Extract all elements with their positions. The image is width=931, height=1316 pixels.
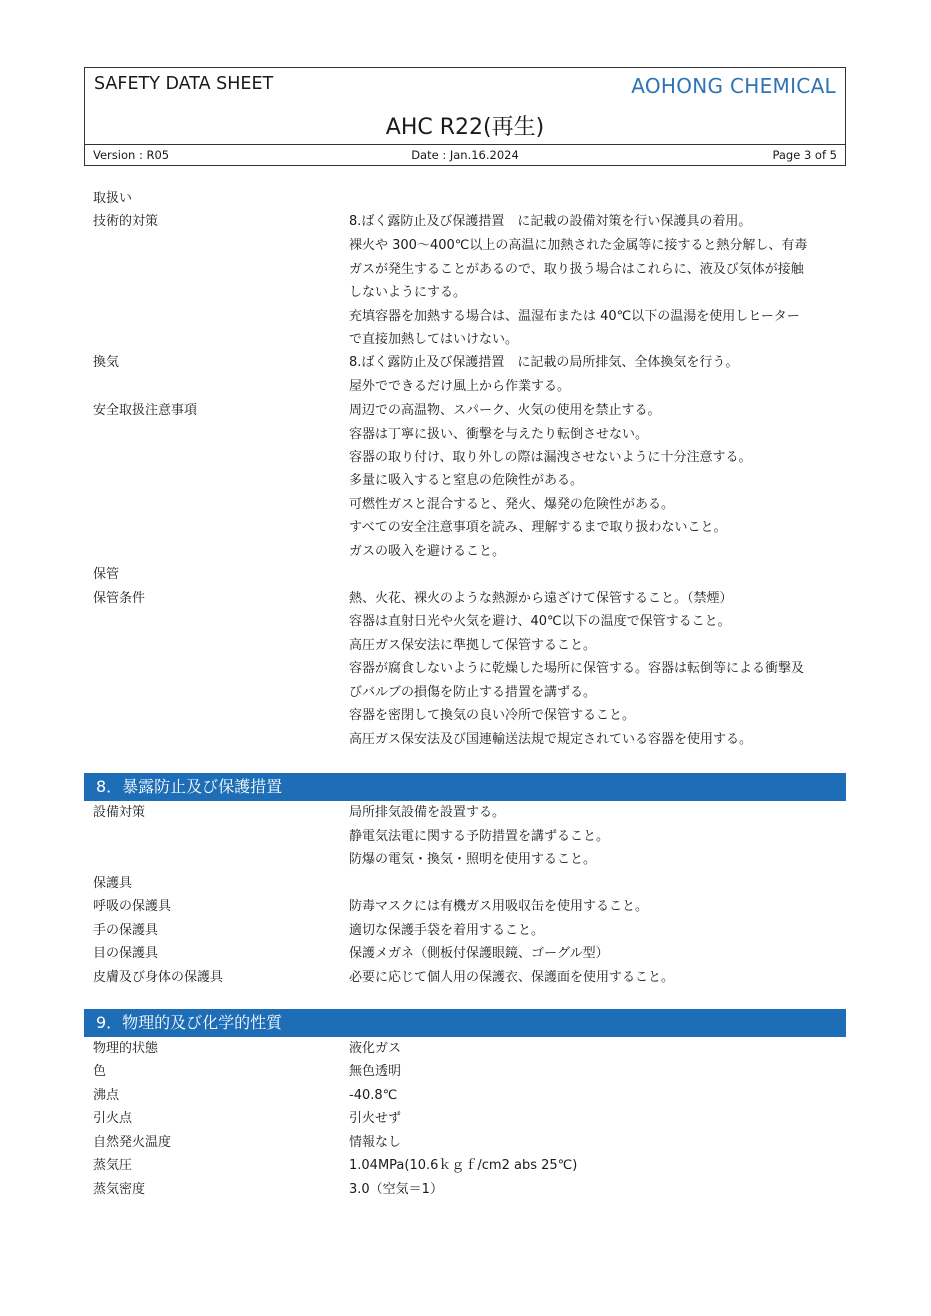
safety-precaution-line: 多量に吸入すると窒息の危険性がある。 xyxy=(349,473,584,488)
ppe-label: 皮膚及び身体の保護具 xyxy=(93,970,224,985)
version-label: Version : R05 xyxy=(93,148,170,162)
ppe-value: 保護メガネ（側板付保護眼鏡、ゴーグル型） xyxy=(349,946,609,961)
company-name: AOHONG CHEMICAL xyxy=(631,74,836,98)
property-value: 1.04MPa(10.6ｋｇｆ/cm2 abs 25℃) xyxy=(349,1158,578,1173)
storage-condition-line: 容器が腐食しないように乾燥した場所に保管する。容器は転倒等による衝撃及 xyxy=(349,661,805,676)
equipment-measures-label: 設備対策 xyxy=(93,805,146,820)
header-footer-row xyxy=(85,144,845,165)
ppe-label: 手の保護具 xyxy=(93,923,159,938)
ppe-value: 適切な保護手袋を着用すること。 xyxy=(349,923,545,938)
property-value: 引火せず xyxy=(349,1111,402,1126)
ventilation-line: 屋外でできるだけ風上から作業する。 xyxy=(349,379,571,394)
safety-precaution-line: 容器の取り付け、取り外しの際は漏洩させないように十分注意する。 xyxy=(349,450,752,465)
storage-condition-line: 容器を密閉して換気の良い冷所で保管すること。 xyxy=(349,708,636,723)
property-label: 蒸気密度 xyxy=(93,1182,146,1197)
property-label: 蒸気圧 xyxy=(93,1158,133,1173)
section-9-header: 9．物理的及び化学的性質 xyxy=(84,1009,846,1037)
ppe-value: 必要に応じて個人用の保護衣、保護面を使用すること。 xyxy=(349,970,675,985)
technical-measures-line: しないようにする。 xyxy=(349,285,467,300)
ppe-label: 目の保護具 xyxy=(93,946,159,961)
property-label: 色 xyxy=(93,1064,107,1079)
safety-precaution-line: ガスの吸入を避けること。 xyxy=(349,544,506,559)
technical-measures-line: 8.ばく露防止及び保護措置 に記載の設備対策を行い保護具の着用。 xyxy=(349,214,752,229)
safety-precaution-line: 容器は丁寧に扱い、衝撃を与えたり転倒させない。 xyxy=(349,427,649,442)
technical-measures-line: 充填容器を加熱する場合は、温湿布または 40℃以下の温湯を使用しヒーター xyxy=(349,309,800,324)
equipment-measure-line: 静電気法電に関する予防措置を講ずること。 xyxy=(349,829,610,844)
safety-precaution-line: すべての安全注意事項を読み、理解するまで取り扱わないこと。 xyxy=(349,520,727,535)
property-value: 液化ガス xyxy=(349,1041,402,1056)
property-label: 自然発火温度 xyxy=(93,1135,172,1150)
equipment-measure-line: 局所排気設備を設置する。 xyxy=(349,805,506,820)
section-8-header: 8．暴露防止及び保護措置 xyxy=(84,773,846,801)
technical-measures-line: ガスが発生することがあるので、取り扱う場合はこれらに、液及び気体が接触 xyxy=(349,262,804,277)
document-header xyxy=(84,67,846,166)
safety-precaution-line: 可燃性ガスと混合すると、発火、爆発の危険性がある。 xyxy=(349,497,675,512)
property-value: 3.0（空気＝1） xyxy=(349,1182,443,1197)
equipment-measure-line: 防爆の電気・換気・照明を使用すること。 xyxy=(349,852,597,867)
property-value: 無色透明 xyxy=(349,1064,402,1079)
storage-condition-line: びバルブの損傷を防止する措置を講ずる。 xyxy=(349,685,597,700)
storage-condition-line: 熱、火花、裸火のような熱源から遠ざけて保管すること。（禁煙） xyxy=(349,591,733,606)
ppe-heading: 保護具 xyxy=(93,876,133,891)
technical-measures-line: で直接加熱してはいけない。 xyxy=(349,332,519,347)
ventilation-line: 8.ばく露防止及び保護措置 に記載の局所排気、全体換気を行う。 xyxy=(349,355,739,370)
product-name: AHC R22(再生) xyxy=(385,115,545,140)
storage-conditions-label: 保管条件 xyxy=(93,591,146,606)
property-label: 引火点 xyxy=(93,1111,133,1126)
handling-heading: 取扱い xyxy=(93,191,133,206)
storage-condition-line: 高圧ガス保安法及び国連輸送法規で規定されている容器を使用する。 xyxy=(349,732,753,747)
safety-precautions-label: 安全取扱注意事項 xyxy=(93,403,198,418)
storage-condition-line: 容器は直射日光や火気を避け、40℃以下の温度で保管すること。 xyxy=(349,614,731,629)
page-number: Page 3 of 5 xyxy=(772,148,837,162)
technical-measures-label: 技術的対策 xyxy=(93,214,159,229)
storage-condition-line: 高圧ガス保安法に準拠して保管すること。 xyxy=(349,638,597,653)
ventilation-label: 換気 xyxy=(93,355,120,370)
property-value: -40.8℃ xyxy=(349,1088,398,1103)
ppe-label: 呼吸の保護具 xyxy=(93,899,172,914)
date-label: Date : Jan.16.2024 xyxy=(411,148,519,162)
ppe-value: 防毒マスクには有機ガス用吸収缶を使用すること。 xyxy=(349,899,649,914)
property-label: 沸点 xyxy=(93,1088,120,1103)
property-label: 物理的状態 xyxy=(93,1041,159,1056)
technical-measures-line: 裸火や 300～400℃以上の高温に加熱された金属等に接すると熱分解し、有毒 xyxy=(349,238,808,253)
safety-precaution-line: 周辺での高温物、スパーク、火気の使用を禁止する。 xyxy=(349,403,661,418)
property-value: 情報なし xyxy=(349,1135,402,1150)
storage-heading: 保管 xyxy=(93,567,120,582)
document-title: SAFETY DATA SHEET xyxy=(94,74,274,94)
